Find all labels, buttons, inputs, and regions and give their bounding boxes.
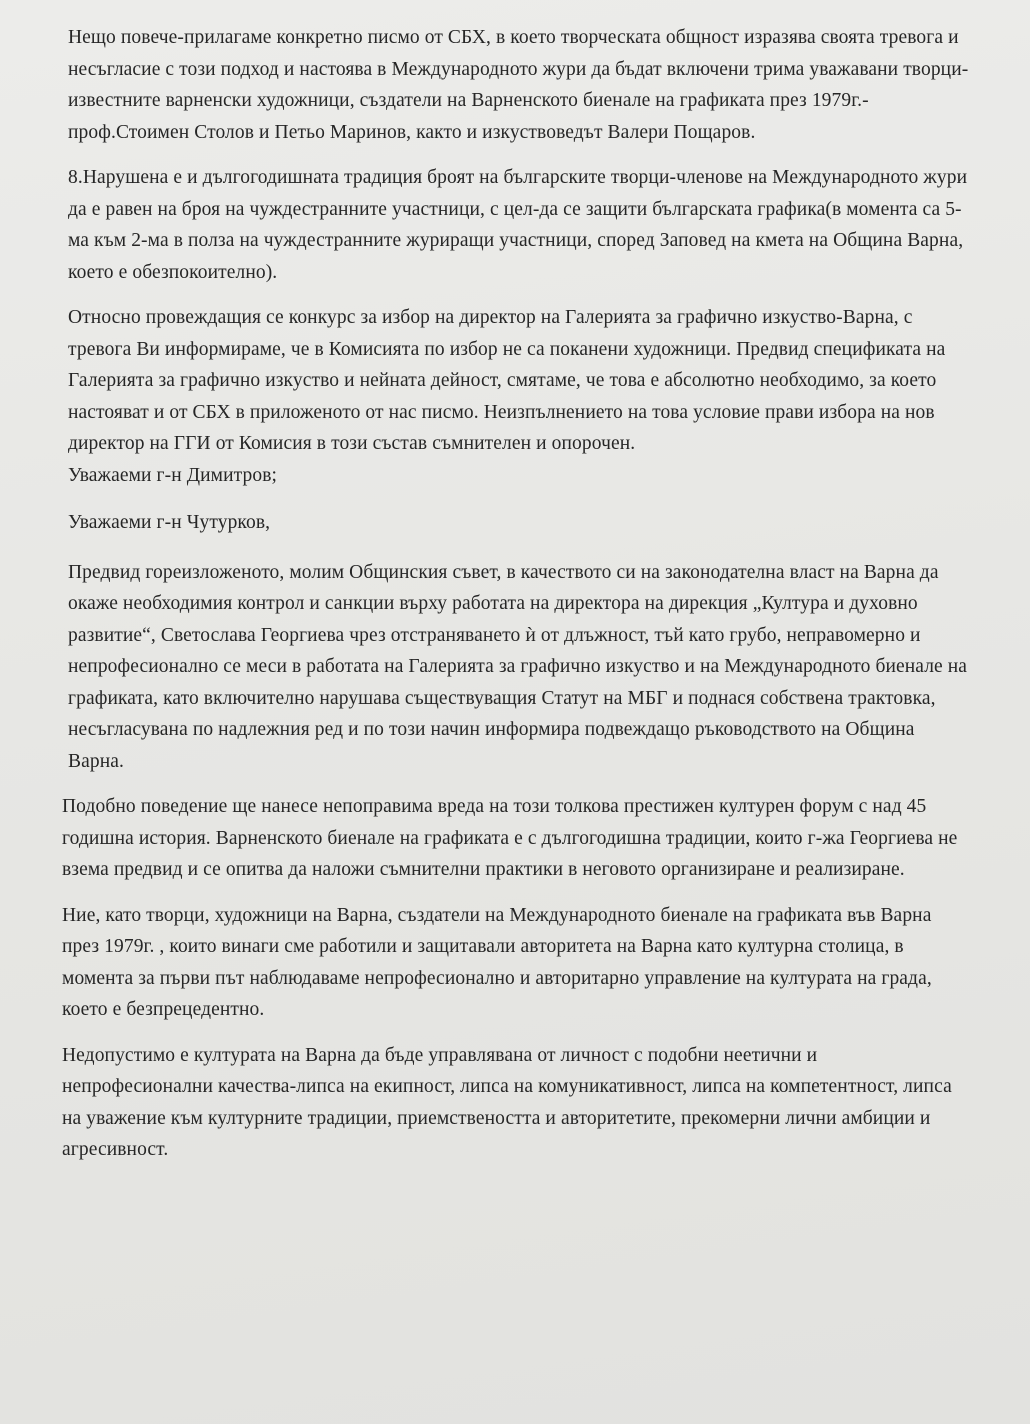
- paragraph-item-8: 8.Нарушена е и дългогодишната традиция броят на българските творци-членове на Международното жури да е равен на броя на чуждестранните участници, с цел-да се защити българската графика(в момента са 5-ма към 2-ма в полза на чуждестранните журиращи участници, според Заповед на кмета на Община Варна, което е обезпокоително).: [68, 167, 968, 283]
- paragraph-artists: Ние, като творци, художници на Варна, създатели на Международното биенале на графиката във Варна през 1979г. , които винаги сме работили и защитавали авторитета на Варна като културна столица, в момента за първи път наблюдаваме непрофесионално и авторитарно управление на културата на града, което е безпрецедентно.: [62, 904, 932, 1020]
- salutation-chuturkov: Уважаеми г-н Чутурков,: [68, 512, 271, 533]
- paragraph-unacceptable: Недопустимо е културата на Варна да бъде управлявана от личност с подобни неетични и непрофесионални качества-липса на екипност, липса на комуникативност, липса на компетентност, липса на уважение към културните традиции, приемствеността и авторитетите, прекомерни лични амбиции и агресивност.: [62, 1044, 952, 1160]
- salutation-dimitrov: Уважаеми г-н Димитров;: [68, 464, 278, 486]
- paragraph-request: Предвид гореизложеното, молим Общинския съвет, в качеството си на законодателна власт на Варна да окаже необходимия контрол и санкции върху работата на директора на дирекция „Култура и духовно развитие“, Светослава Георгиева чрез отстраняването ѝ от длъжност, тъй като грубо, неправомерно и непрофесионално се меси в работата на Галерията за графично изкуство и на Международното биенале на графиката, като включително нарушава съществуващия Статут на МБГ и поднася собствена трактовка, несъгласувана по надлежния ред и по този начин информира подвеждащо ръководството на Община Варна.: [68, 561, 968, 772]
- paragraph-harm: Подобно поведение ще нанесе непоправима вреда на този толкова престижен културен форум с над 45 годишна история. Варненското биенале на графиката е с дългогодишна традиции, които г-жа Георгиева не взема предвид и се опитва да наложи съмнителни практики в неговото организиране и реализиране.: [62, 796, 958, 880]
- paragraph-director-competition: Относно провеждащия се конкурс за избор на директор на Галерията за графично изкуство-Варна, с тревога Ви информираме, че в Комисията по избор не са поканени художници. Предвид спецификата на Галерията за графично изкуство и нейната дейност, смятаме, че това е абсолютно необходимо, за което настояват и от СБХ в приложеното от нас писмо. Неизпълнението на това условие прави избора на нов директор на ГГИ от Комисия в този състав съмнителен и опорочен.: [68, 307, 946, 454]
- paragraph-jury-letter: Нещо повече-прилагаме конкретно писмо от СБХ, в което творческата общност изразява своята тревога и несъгласие с този подход и настоява в Международното жури да бъдат включени трима уважавани творци-известните варненски художници, създатели на Варненското биенале на графиката през 1979г.-проф.Стоимен Столов и Петьо Маринов, както и изкуствоведът Валери Пощаров.: [68, 27, 969, 143]
